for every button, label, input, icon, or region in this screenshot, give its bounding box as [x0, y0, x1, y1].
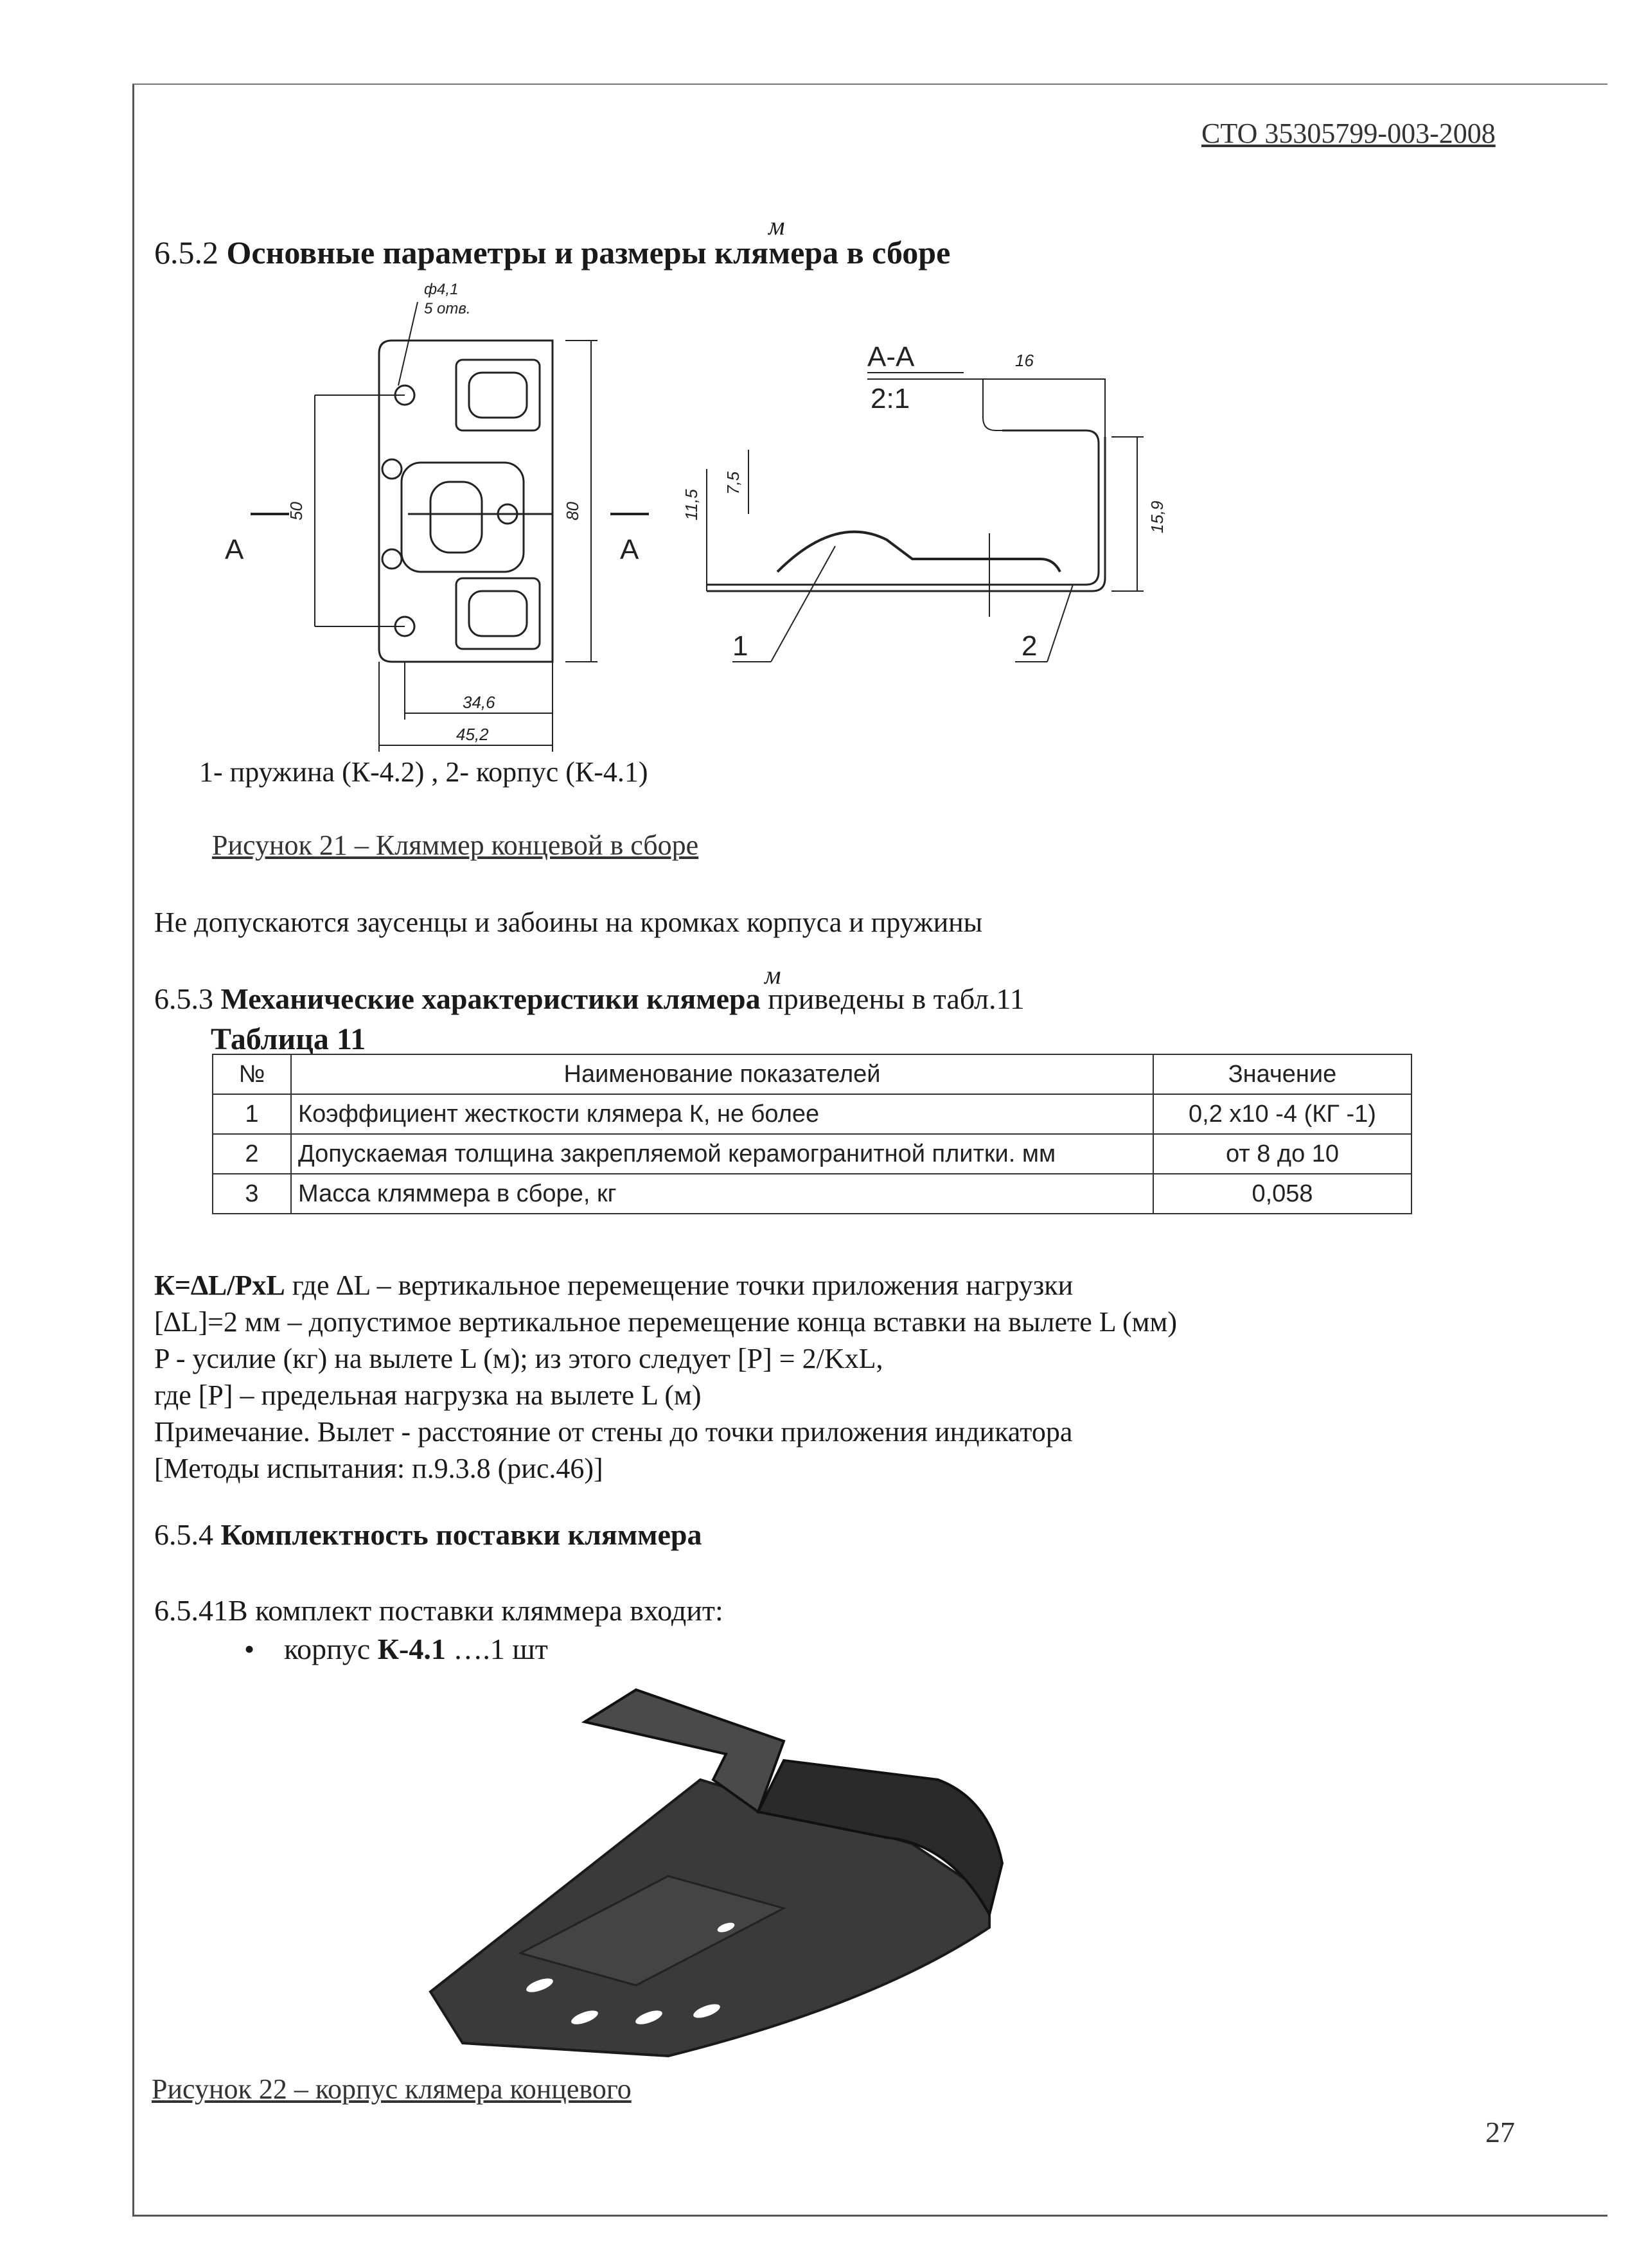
hole: [382, 459, 402, 479]
formula-line-2: [∆L]=2 мм – допустимое вертикальное перемещение конца вставки на вылете L (мм): [154, 1306, 1177, 1338]
formula-line-1: [154, 1267, 1177, 1304]
section-title: Механические характеристики клямера: [220, 982, 761, 1015]
col-value-header: Значение: [1153, 1054, 1411, 1094]
middle-tongue: [402, 463, 524, 572]
dim-50: 50: [287, 502, 306, 520]
dim-15-9: 15,9: [1147, 501, 1167, 533]
formula-expression: К=∆L/PxL: [154, 1270, 285, 1301]
figure-21-drawing: [218, 276, 1221, 765]
formula-line-6: [Методы испытания: п.9.3.8 (рис.46)]: [154, 1453, 603, 1484]
kit-bullet-item: [244, 1632, 548, 1666]
section-rest: приведены в табл.11: [768, 982, 1025, 1015]
hole-count-label: 5 отв.: [424, 300, 471, 317]
section-title: Комплектность поставки кляммера: [220, 1518, 702, 1551]
handwritten-edit-mark: м: [768, 211, 785, 240]
dim-11-5: 11,5: [682, 489, 701, 520]
table-11: [212, 1054, 1412, 1214]
row-name: Коэффициент жесткости клямера К, не более: [291, 1094, 1153, 1134]
table-row: [213, 1094, 1411, 1134]
table-row: [213, 1174, 1411, 1214]
section-6-5-4-heading: [154, 1518, 702, 1552]
row-name: Допускаемая толщина закрепляемой керамогранитной плитки. мм: [291, 1134, 1153, 1174]
section-marker-right: А: [620, 534, 639, 565]
table-row: [213, 1134, 1411, 1174]
dim-7-5: 7,5: [723, 471, 743, 495]
hole-diameter-label: ф4,1: [424, 281, 459, 298]
page-number: 27: [1485, 2116, 1515, 2148]
figure-21-legend: 1- пружина (К-4.2) , 2- корпус (К-4.1): [199, 756, 648, 788]
figure-22-caption: Рисунок 22 – корпус клямера концевого: [152, 2073, 632, 2105]
table-header-row: [213, 1054, 1411, 1094]
formula-line-4: где [P] – предельная нагрузка на вылете L (м): [154, 1379, 702, 1411]
callout-1: 1: [732, 630, 748, 662]
row-value: 0,2 х10 -4 (КГ -1): [1153, 1094, 1411, 1134]
dim-16: 16: [1015, 351, 1034, 370]
row-value: 0,058: [1153, 1174, 1411, 1214]
section-6-5-41-paragraph: 6.5.41В комплект поставки кляммера входит:: [154, 1594, 723, 1627]
bullet-dot: •: [244, 1633, 277, 1665]
bullet-quantity: ….1 шт: [453, 1633, 548, 1665]
formula-line-5: Примечание. Вылет - расстояние от стены до точки приложения индикатора: [154, 1416, 1073, 1448]
row-number: 1: [213, 1094, 291, 1134]
bullet-prefix: корпус: [284, 1633, 371, 1665]
formula-definition: где ∆L – вертикальное перемещение точки приложения нагрузки: [285, 1270, 1074, 1301]
dim-45-2: 45,2: [456, 725, 489, 744]
formula-block: [154, 1267, 1177, 1487]
figure-21-caption: Рисунок 21 – Кляммер концевой в сборе: [212, 829, 699, 861]
row-number: 2: [213, 1134, 291, 1174]
section-number: 6.5.3: [154, 982, 213, 1015]
row-value: от 8 до 10: [1153, 1134, 1411, 1174]
section-number: 6.5.4: [154, 1518, 213, 1551]
document-code: СТО 35305799-003-2008: [1201, 118, 1496, 149]
bullet-part-code: К-4.1: [377, 1633, 446, 1665]
section-6-5-3-paragraph: [154, 982, 1025, 1016]
dim-34-6: 34,6: [463, 693, 495, 712]
section-6-5-2-heading: [154, 234, 950, 271]
dim-80: 80: [563, 502, 582, 520]
hole: [382, 549, 402, 569]
figure-22-image: [424, 1683, 1041, 2069]
section-marker-left: А: [225, 534, 244, 565]
section-view-body: [707, 430, 1099, 585]
section-scale-label: 2:1: [871, 383, 910, 414]
section-number: 6.5.2: [154, 235, 218, 270]
row-name: Масса кляммера в сборе, кг: [291, 1174, 1153, 1214]
col-number-header: №: [213, 1054, 291, 1094]
table-11-title: Таблица 11: [211, 1022, 366, 1056]
formula-line-3: P - усилие (кг) на вылете L (м); из этого следует [P] = 2/KxL,: [154, 1343, 883, 1374]
section-title: Основные параметры и размеры клямера в сборе: [226, 235, 951, 270]
col-name-header: Наименование показателей: [291, 1054, 1153, 1094]
callout-2: 2: [1022, 630, 1038, 662]
handwritten-edit-mark: м: [765, 961, 781, 989]
row-number: 3: [213, 1174, 291, 1214]
section-title-label: А-А: [867, 341, 915, 373]
spring-curve: [777, 532, 1060, 572]
defects-note: Не допускаются заусенцы и забоины на кромках корпуса и пружины: [154, 907, 983, 938]
